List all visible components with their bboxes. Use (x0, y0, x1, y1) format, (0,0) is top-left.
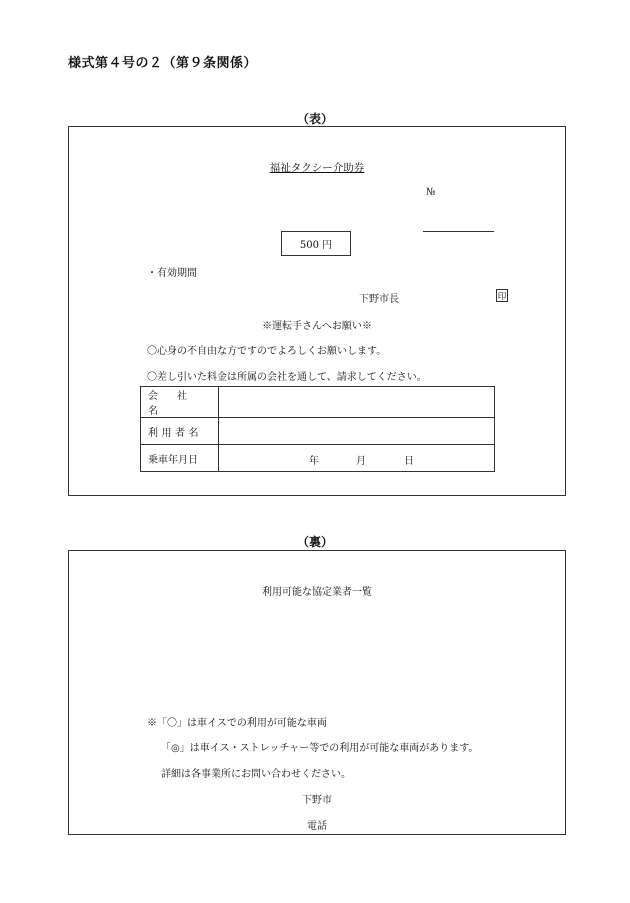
driver-notice-1: 〇心身の不自由な方ですのでよろしくお願いします。 (147, 346, 387, 357)
validity-period-label: ・有効期間 (147, 268, 197, 279)
city-name: 下野市 (302, 795, 332, 806)
company-name-field[interactable] (219, 387, 495, 418)
table-row (141, 418, 495, 445)
company-name-label: 会 社 名 (141, 387, 219, 418)
stretcher-note: 「◎」は車イス・ストレッチャー等での利用が可能な車両があります。 (161, 743, 479, 754)
seal-mark: 印 (496, 289, 508, 302)
ticket-front-panel (68, 126, 566, 496)
ticket-info-table (140, 386, 495, 472)
ticket-number-label: № (426, 187, 436, 198)
ticket-number-line (423, 231, 494, 232)
inquiry-note: 詳細は各事業所にお問い合わせください。 (161, 769, 351, 780)
driver-notice-heading: ※運転手さんへお願い※ (262, 321, 372, 332)
mayor-label: 下野市長 (359, 294, 399, 305)
form-number-heading: 様式第４号の２（第９条関係） (68, 56, 258, 71)
ticket-title: 福祉タクシー介助券 (269, 162, 365, 174)
ticket-back-panel (68, 550, 566, 835)
day-label: 日 (404, 456, 414, 467)
user-name-label: 利用者名 (141, 418, 219, 445)
ride-date-label: 乗車年月日 (141, 445, 219, 472)
front-side-label: （表） (296, 112, 333, 126)
year-label: 年 (309, 456, 319, 467)
back-side-label: （裏） (296, 535, 333, 549)
phone-label: 電話 (307, 821, 327, 832)
ride-date-field[interactable] (219, 445, 495, 472)
month-label: 月 (356, 456, 366, 467)
price-box (281, 231, 351, 256)
wheelchair-note: ※「〇」は車イスでの利用が可能な車両 (147, 718, 327, 729)
table-row (141, 387, 495, 418)
driver-notice-2: 〇差し引いた料金は所属の会社を通して、請求してください。 (147, 372, 427, 383)
price-value: 500 円 (299, 240, 333, 251)
table-row (141, 445, 495, 472)
user-name-field[interactable] (219, 418, 495, 445)
operator-list-title: 利用可能な協定業者一覧 (262, 587, 372, 598)
